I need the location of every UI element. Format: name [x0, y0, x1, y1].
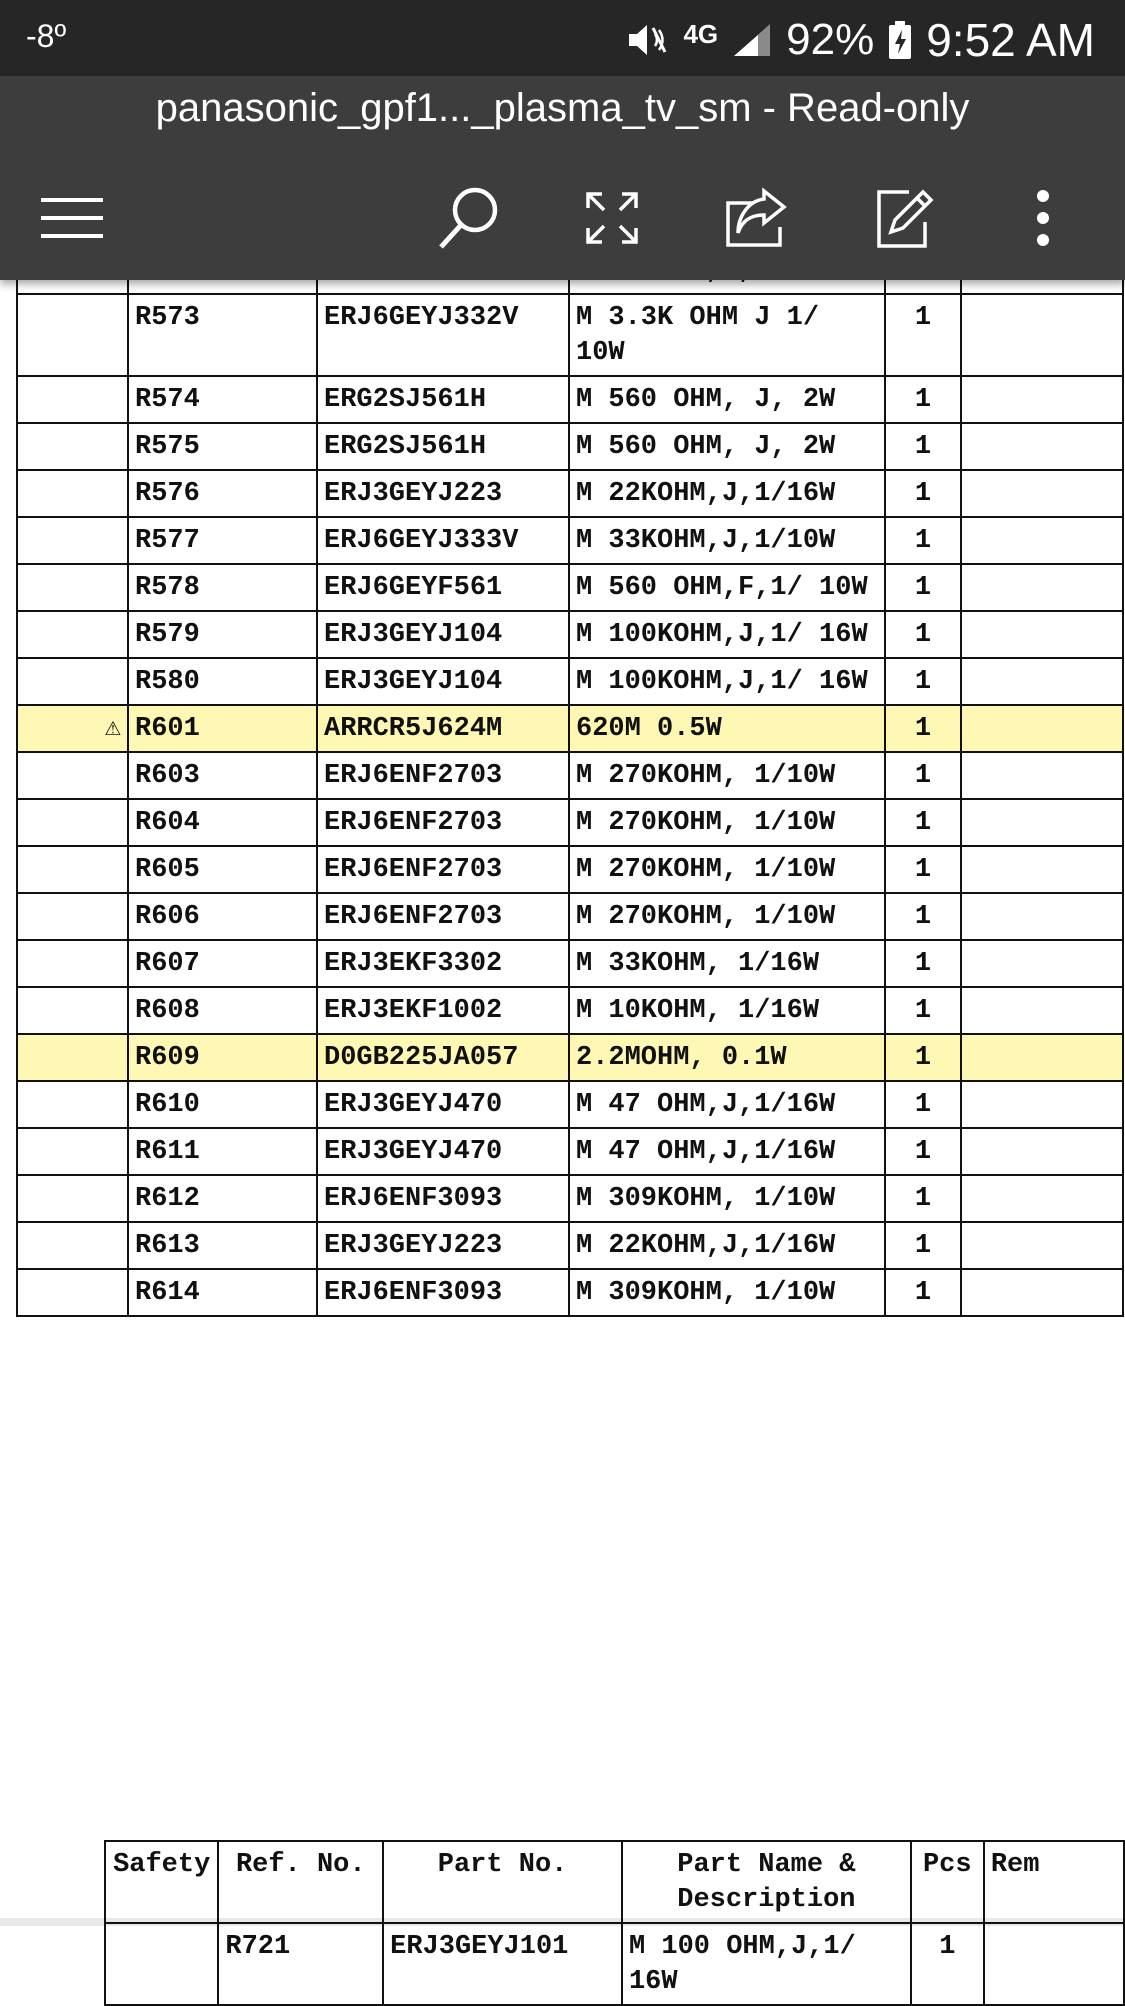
ref-cell: R579: [128, 611, 317, 658]
remarks-cell: [961, 752, 1123, 799]
header-pcs: Pcs: [911, 1841, 984, 1923]
search-button[interactable]: [423, 173, 513, 263]
ref-cell: R605: [128, 846, 317, 893]
ref-cell: R613: [128, 1222, 317, 1269]
ref-cell: R603: [128, 752, 317, 799]
table-row: [17, 1128, 1123, 1175]
header-ref: Ref. No.: [218, 1841, 383, 1923]
safety-cell: [17, 564, 128, 611]
part-number-cell: ERJ3EKF3302: [317, 940, 569, 987]
remarks-cell: [961, 705, 1123, 752]
table-row: [17, 658, 1123, 705]
pcs-cell: 1: [885, 658, 961, 705]
remarks-cell: [961, 1034, 1123, 1081]
battery-percent: 92%: [786, 15, 875, 64]
ref-cell: R580: [128, 658, 317, 705]
table-row: [17, 846, 1123, 893]
table-row: [17, 470, 1123, 517]
table-row: [17, 517, 1123, 564]
table-row: [17, 423, 1123, 470]
safety-cell: [17, 423, 128, 470]
part-number-cell: ERJ6ENF2703: [317, 752, 569, 799]
part-number-cell: ERJ6ENF3093: [317, 1175, 569, 1222]
part-number-cell: ERJ6GEYF561: [317, 564, 569, 611]
part-number-cell: ARRCR5J624M: [317, 705, 569, 752]
table-header-row: [105, 1841, 1124, 1923]
ref-cell: R608: [128, 987, 317, 1034]
ref-cell: R573: [128, 294, 317, 376]
remarks-cell: [961, 611, 1123, 658]
more-icon: [1033, 188, 1053, 248]
remarks-cell: [961, 1081, 1123, 1128]
description-cell: M 560 OHM,F,1/ 10W: [569, 564, 885, 611]
description-cell: M 270KOHM, 1/10W: [569, 893, 885, 940]
pcs-cell: 1: [885, 1034, 961, 1081]
header-remarks: Rem: [984, 1841, 1124, 1923]
safety-cell: [17, 376, 128, 423]
part-number-cell: ERJ3GEYJ470: [317, 1081, 569, 1128]
pcs-cell: 1: [885, 423, 961, 470]
table-row: [17, 1175, 1123, 1222]
part-number-cell: ERG2SJ561H: [317, 376, 569, 423]
battery-icon: [888, 20, 912, 60]
description-cell: M 560 OHM, J, 2W: [569, 376, 885, 423]
remarks-cell: [961, 1128, 1123, 1175]
safety-cell: [17, 987, 128, 1034]
table-row: [17, 1081, 1123, 1128]
description-cell: M 47 OHM,J,1/16W: [569, 1081, 885, 1128]
safety-cell: [17, 940, 128, 987]
header-safety: Safety: [105, 1841, 218, 1923]
pcs-cell: 1: [911, 1923, 984, 2005]
ref-cell: R601: [128, 705, 317, 752]
safety-cell: [17, 294, 128, 376]
description-cell: 620M 0.5W: [569, 705, 885, 752]
remarks-cell: [961, 517, 1123, 564]
safety-cell: [17, 517, 128, 564]
safety-cell: [17, 1034, 128, 1081]
part-number-cell: ERJ3GEYJ223: [317, 1222, 569, 1269]
remarks-cell: [961, 940, 1123, 987]
table-row: [17, 893, 1123, 940]
safety-cell: [17, 752, 128, 799]
description-cell: M 33KOHM,J,1/10W: [569, 517, 885, 564]
part-number-cell: ERJ6GEYJ332V: [317, 294, 569, 376]
part-number-cell: ERJ3GEYJ104: [317, 611, 569, 658]
pcs-cell: 1: [885, 470, 961, 517]
ref-cell: R577: [128, 517, 317, 564]
description-cell: M 100 OHM,J,1/ 16W: [622, 1923, 911, 2005]
share-icon: [724, 187, 790, 249]
menu-icon: [39, 196, 105, 240]
description-cell: M 10KOHM, 1/16W: [569, 987, 885, 1034]
network-type: 4G: [683, 18, 719, 49]
ref-cell: R611: [128, 1128, 317, 1175]
pcs-cell: 1: [885, 752, 961, 799]
pcs-cell: 1: [885, 1222, 961, 1269]
parts-table-1: [16, 246, 1124, 1317]
remarks-cell: [961, 470, 1123, 517]
menu-button[interactable]: [27, 173, 117, 263]
pcs-cell: 1: [885, 893, 961, 940]
safety-cell: [17, 1175, 128, 1222]
remarks-cell: [961, 376, 1123, 423]
remarks-cell: [961, 893, 1123, 940]
pcs-cell: 1: [885, 987, 961, 1034]
safety-cell: [17, 1081, 128, 1128]
description-cell: 2.2MOHM, 0.1W: [569, 1034, 885, 1081]
pcs-cell: 1: [885, 846, 961, 893]
table-row: [17, 1034, 1123, 1081]
document-viewport[interactable]: [0, 280, 1125, 2000]
mute-icon: [625, 20, 669, 60]
part-number-cell: ERJ3EKF1002: [317, 987, 569, 1034]
safety-cell: [105, 1923, 218, 2005]
ref-cell: R609: [128, 1034, 317, 1081]
table-row: [105, 1923, 1124, 2005]
edit-button[interactable]: [860, 173, 950, 263]
table-row: [17, 705, 1123, 752]
pcs-cell: 1: [885, 517, 961, 564]
ref-cell: R576: [128, 470, 317, 517]
more-options-button[interactable]: [998, 173, 1088, 263]
safety-cell: ⚠: [17, 705, 128, 752]
safety-cell: [17, 1269, 128, 1316]
description-cell: M 100KOHM,J,1/ 16W: [569, 611, 885, 658]
pcs-cell: 1: [885, 1269, 961, 1316]
signal-icon: [732, 22, 772, 58]
fullscreen-button[interactable]: [567, 173, 657, 263]
description-cell: M 309KOHM, 1/10W: [569, 1175, 885, 1222]
ref-cell: R574: [128, 376, 317, 423]
part-number-cell: ERJ3GEYJ470: [317, 1128, 569, 1175]
document-title: panasonic_gpf1..._plasma_tv_sm - Read-only: [155, 86, 970, 130]
description-cell: M 22KOHM,J,1/16W: [569, 1222, 885, 1269]
status-bar: [0, 0, 1125, 76]
description-cell: M 270KOHM, 1/10W: [569, 799, 885, 846]
clock: 9:52 AM: [926, 14, 1095, 66]
ref-cell: R604: [128, 799, 317, 846]
ref-cell: R721: [218, 1923, 383, 2005]
ref-cell: R578: [128, 564, 317, 611]
header-part: Part No.: [383, 1841, 622, 1923]
table-row: [17, 294, 1123, 376]
part-number-cell: ERJ6ENF2703: [317, 893, 569, 940]
ref-cell: R612: [128, 1175, 317, 1222]
ref-cell: R575: [128, 423, 317, 470]
share-button[interactable]: [712, 173, 802, 263]
pcs-cell: 1: [885, 611, 961, 658]
status-icons: [625, 10, 1095, 70]
description-cell: M 100KOHM,J,1/ 16W: [569, 658, 885, 705]
safety-cell: [17, 611, 128, 658]
remarks-cell: [961, 1175, 1123, 1222]
header-description: Part Name & Description: [622, 1841, 911, 1923]
pcs-cell: 1: [885, 376, 961, 423]
pcs-cell: 1: [885, 940, 961, 987]
part-number-cell: ERG2SJ561H: [317, 423, 569, 470]
app-bar: [0, 76, 1125, 280]
description-cell: M 47 OHM,J,1/16W: [569, 1128, 885, 1175]
description-cell: M 33KOHM, 1/16W: [569, 940, 885, 987]
pcs-cell: 1: [885, 1128, 961, 1175]
part-number-cell: ERJ6ENF3093: [317, 1269, 569, 1316]
remarks-cell: [961, 564, 1123, 611]
part-number-cell: ERJ6GEYJ333V: [317, 517, 569, 564]
remarks-cell: [961, 1269, 1123, 1316]
table-row: [17, 376, 1123, 423]
ref-cell: R610: [128, 1081, 317, 1128]
table-row: [17, 752, 1123, 799]
safety-cell: [17, 470, 128, 517]
remarks-cell: [961, 423, 1123, 470]
parts-table-2: [104, 1840, 1125, 2006]
table-row: [17, 1222, 1123, 1269]
safety-cell: [17, 658, 128, 705]
description-cell: M 22KOHM,J,1/16W: [569, 470, 885, 517]
remarks-cell: [961, 846, 1123, 893]
ref-cell: R606: [128, 893, 317, 940]
remarks-cell: [961, 294, 1123, 376]
ref-cell: R607: [128, 940, 317, 987]
table-row: [17, 564, 1123, 611]
fullscreen-icon: [582, 188, 642, 248]
remarks-cell: [961, 987, 1123, 1034]
part-number-cell: D0GB225JA057: [317, 1034, 569, 1081]
table-row: [17, 611, 1123, 658]
description-cell: M 309KOHM, 1/10W: [569, 1269, 885, 1316]
remarks-cell: [961, 658, 1123, 705]
remarks-cell: [984, 1923, 1124, 2005]
ref-cell: R614: [128, 1269, 317, 1316]
safety-cell: [17, 799, 128, 846]
edit-icon: [873, 186, 937, 250]
temperature-indicator: -8º: [26, 18, 67, 54]
safety-cell: [17, 1128, 128, 1175]
part-number-cell: ERJ6ENF2703: [317, 799, 569, 846]
pcs-cell: 1: [885, 1081, 961, 1128]
part-number-cell: ERJ3GEYJ223: [317, 470, 569, 517]
description-cell: M 560 OHM, J, 2W: [569, 423, 885, 470]
part-number-cell: ERJ6ENF2703: [317, 846, 569, 893]
search-icon: [433, 183, 503, 253]
table-row: [17, 940, 1123, 987]
safety-cell: [17, 846, 128, 893]
pcs-cell: 1: [885, 1175, 961, 1222]
safety-cell: [17, 1222, 128, 1269]
remarks-cell: [961, 799, 1123, 846]
table-row: [17, 799, 1123, 846]
description-cell: M 270KOHM, 1/10W: [569, 752, 885, 799]
pcs-cell: 1: [885, 564, 961, 611]
pcs-cell: 1: [885, 294, 961, 376]
table-row: [17, 987, 1123, 1034]
table-row: [17, 1269, 1123, 1316]
remarks-cell: [961, 1222, 1123, 1269]
safety-cell: [17, 893, 128, 940]
description-cell: M 3.3K OHM J 1/ 10W: [569, 294, 885, 376]
part-number-cell: ERJ3GEYJ104: [317, 658, 569, 705]
description-cell: M 270KOHM, 1/10W: [569, 846, 885, 893]
part-number-cell: ERJ3GEYJ101: [383, 1923, 622, 2005]
pcs-cell: 1: [885, 799, 961, 846]
pcs-cell: 1: [885, 705, 961, 752]
